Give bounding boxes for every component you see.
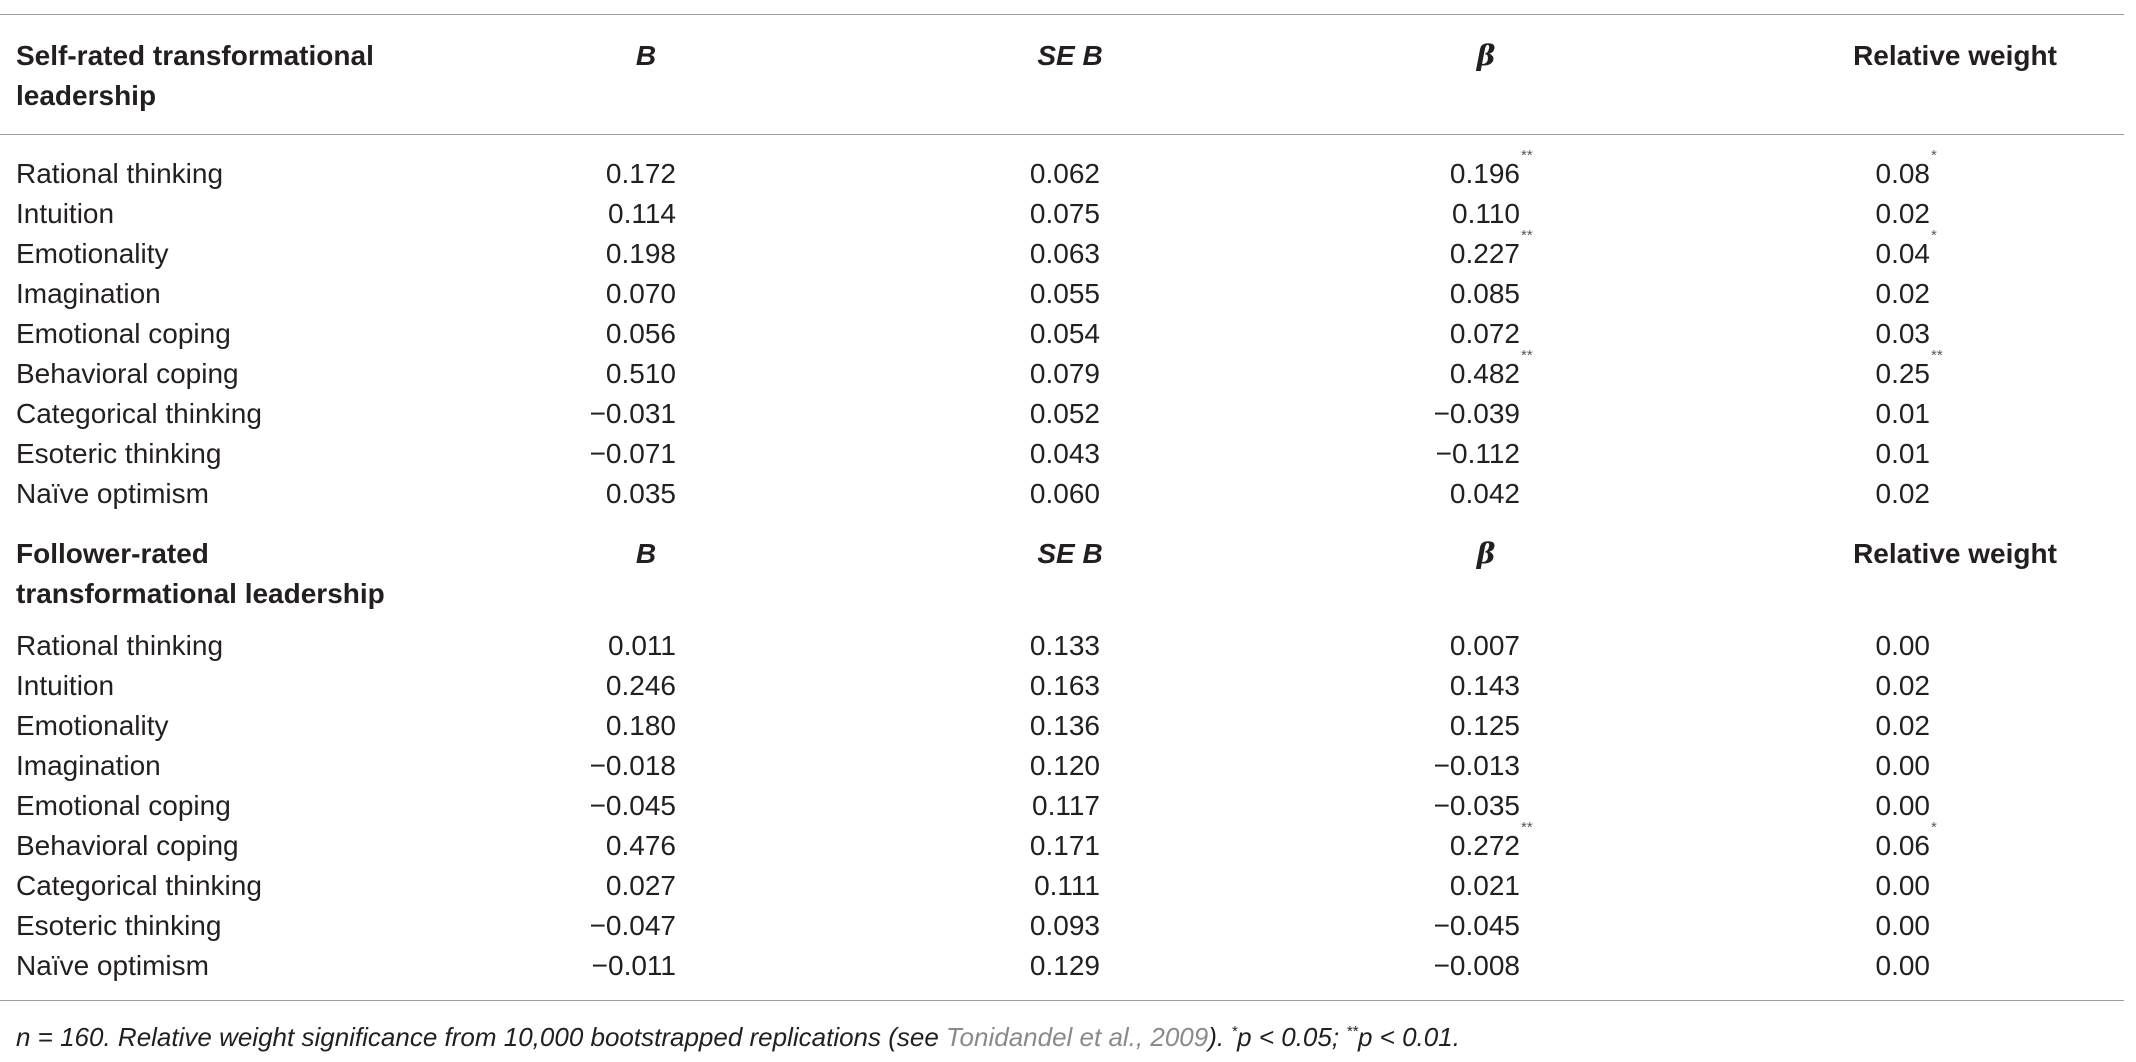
cell-relative-weight (1630, 274, 1930, 314)
cell-relative-weight-value (1876, 786, 1931, 826)
cell-b-text: 0.027 (605, 870, 676, 901)
table-row (0, 474, 2124, 514)
cell-se-b-value (1030, 474, 1100, 514)
cell-beta (1220, 706, 1520, 746)
cell-beta (1220, 626, 1520, 666)
cell-b-text: 0.056 (605, 318, 676, 349)
cell-beta (1220, 819, 1533, 866)
cell-b (376, 354, 676, 394)
cell-beta-value (1434, 946, 1520, 986)
cell-b-text: 0.035 (605, 478, 676, 509)
significance-mark: ** (1521, 819, 1533, 836)
cell-se-b-text: 0.060 (1029, 478, 1100, 509)
cell-b-value (606, 314, 676, 354)
cell-beta (1220, 474, 1520, 514)
cell-b-text: −0.011 (591, 950, 676, 981)
cell-beta-value (1449, 227, 1533, 274)
cell-se-b-value (1030, 946, 1100, 986)
table-row (0, 866, 2124, 906)
table-row (0, 227, 2124, 274)
cell-relative-weight-value (1876, 194, 1931, 234)
cell-b-value (590, 906, 676, 946)
cell-relative-weight (1630, 786, 1930, 826)
cell-beta-text: 0.482 (1449, 358, 1520, 389)
cell-relative-weight-text: 0.25 (1875, 358, 1930, 389)
cell-se-b (800, 314, 1100, 354)
table-row (0, 786, 2124, 826)
table-row (0, 274, 2124, 314)
cell-relative-weight-value (1876, 666, 1931, 706)
cell-beta (1220, 314, 1520, 354)
row-label: Behavioral coping (16, 830, 239, 861)
cell-se-b (800, 354, 1100, 394)
cell-relative-weight-text: 0.00 (1875, 870, 1930, 901)
cell-b (376, 154, 676, 194)
cell-b-value (608, 626, 676, 666)
significance-mark: * (1931, 819, 1937, 836)
cell-se-b-value (1030, 154, 1100, 194)
cell-b-value (592, 946, 676, 986)
cell-relative-weight-text: 0.04 (1875, 238, 1930, 269)
cell-b (376, 826, 676, 866)
cell-se-b-text: 0.052 (1029, 398, 1100, 429)
cell-beta-text: −0.045 (1433, 910, 1520, 941)
column-header-se-b: SE B (1037, 40, 1103, 71)
cell-se-b-value (1030, 706, 1100, 746)
cell-se-b-value (1030, 434, 1100, 474)
cell-relative-weight-text: 0.00 (1875, 950, 1930, 981)
cell-b (376, 234, 676, 274)
cell-beta-value (1452, 194, 1520, 234)
footnote-sig2-text: p < 0.01. (1358, 1022, 1460, 1052)
row-label: Imagination (16, 278, 161, 309)
cell-beta-value (1450, 314, 1520, 354)
cell-beta-text: 0.072 (1449, 318, 1520, 349)
row-label: Categorical thinking (16, 870, 262, 901)
cell-se-b-value (1030, 354, 1100, 394)
cell-b-value (606, 666, 676, 706)
cell-se-b-value (1030, 314, 1100, 354)
cell-b-text: 0.198 (605, 238, 676, 269)
cell-b-text: −0.031 (589, 398, 676, 429)
cell-se-b (800, 234, 1100, 274)
cell-beta-value (1434, 786, 1520, 826)
cell-beta-text: −0.039 (1433, 398, 1520, 429)
cell-relative-weight (1630, 946, 1930, 986)
cell-beta-text: 0.042 (1449, 478, 1520, 509)
cell-se-b-text: 0.075 (1029, 198, 1100, 229)
cell-se-b-value (1030, 274, 1100, 314)
cell-relative-weight-value (1875, 347, 1943, 394)
row-label: Behavioral coping (16, 358, 239, 389)
column-header-relative-weight: Relative weight (1853, 40, 2057, 71)
cell-b-text: 0.180 (605, 710, 676, 741)
significance-mark: ** (1521, 347, 1533, 364)
column-header-b: B (635, 40, 657, 71)
cell-se-b-value (1030, 394, 1100, 434)
cell-b-text: 0.011 (608, 630, 676, 661)
significance-mark: ** (1931, 347, 1943, 364)
cell-relative-weight-value (1876, 314, 1931, 354)
cell-b-text: 0.476 (605, 830, 676, 861)
table-row (0, 946, 2124, 986)
cell-se-b (800, 626, 1100, 666)
significance-mark: * (1931, 227, 1937, 244)
cell-b (376, 434, 676, 474)
cell-se-b-text: 0.163 (1029, 670, 1100, 701)
cell-se-b-value (1030, 826, 1100, 866)
cell-relative-weight-text: 0.02 (1875, 710, 1930, 741)
row-label: Emotionality (16, 710, 169, 741)
significance-mark: ** (1521, 227, 1533, 244)
cell-beta-value (1436, 434, 1520, 474)
cell-b-value (590, 746, 676, 786)
cell-se-b (800, 666, 1100, 706)
table-row (0, 706, 2124, 746)
cell-relative-weight-text: 0.00 (1875, 790, 1930, 821)
column-header-relative-weight: Relative weight (1853, 538, 2057, 569)
cell-se-b (800, 394, 1100, 434)
cell-relative-weight-value (1876, 394, 1931, 434)
cell-se-b-value (1030, 746, 1100, 786)
cell-b (376, 786, 676, 826)
cell-se-b-value (1030, 234, 1100, 274)
cell-beta (1220, 786, 1520, 826)
cell-relative-weight-text: 0.02 (1875, 478, 1930, 509)
cell-beta-value (1449, 347, 1533, 394)
cell-b-value (606, 826, 676, 866)
cell-b-text: 0.070 (605, 278, 676, 309)
cell-b-text: −0.047 (589, 910, 676, 941)
cell-beta-value (1450, 666, 1520, 706)
row-label: Emotional coping (16, 790, 231, 821)
cell-se-b (800, 906, 1100, 946)
cell-b-value (590, 786, 676, 826)
column-header-b: B (635, 538, 657, 569)
cell-b-value (608, 194, 676, 234)
cell-beta-value (1450, 274, 1520, 314)
cell-relative-weight-value (1876, 946, 1931, 986)
cell-relative-weight (1630, 147, 1937, 194)
row-label: Imagination (16, 750, 161, 781)
cell-relative-weight-text: 0.08 (1875, 158, 1930, 189)
table-row (0, 819, 2124, 866)
cell-b (376, 394, 676, 434)
cell-b-value (606, 866, 676, 906)
cell-se-b-value (1030, 906, 1100, 946)
cell-beta-value (1450, 626, 1520, 666)
cell-relative-weight-text: 0.06 (1875, 830, 1930, 861)
cell-se-b (800, 786, 1100, 826)
column-header-beta: β (1476, 39, 1496, 72)
cell-relative-weight-text: 0.00 (1875, 630, 1930, 661)
cell-beta-text: 0.227 (1449, 238, 1520, 269)
cell-se-b-text: 0.079 (1029, 358, 1100, 389)
cell-beta (1220, 946, 1520, 986)
cell-se-b-text: 0.171 (1029, 830, 1100, 861)
cell-se-b-text: 0.129 (1029, 950, 1100, 981)
cell-b (376, 314, 676, 354)
significance-mark: ** (1521, 147, 1533, 164)
cell-b-value (606, 154, 676, 194)
cell-relative-weight (1630, 227, 1937, 274)
footnote-after-citation: ). (1208, 1022, 1232, 1052)
cell-b-value (606, 274, 676, 314)
cell-se-b-text: 0.063 (1029, 238, 1100, 269)
cell-b-text: −0.071 (589, 438, 676, 469)
cell-relative-weight-text: 0.01 (1875, 398, 1930, 429)
cell-se-b-text: 0.133 (1029, 630, 1100, 661)
cell-b-value (606, 474, 676, 514)
cell-b (376, 746, 676, 786)
top-rule (0, 14, 2124, 15)
cell-relative-weight (1630, 746, 1930, 786)
table-row (0, 666, 2124, 706)
cell-beta (1220, 274, 1520, 314)
cell-se-b-text: 0.055 (1029, 278, 1100, 309)
cell-se-b-text: 0.043 (1029, 438, 1100, 469)
cell-b (376, 666, 676, 706)
cell-b-value (590, 434, 676, 474)
cell-se-b-text: 0.093 (1029, 910, 1100, 941)
cell-relative-weight (1630, 314, 1930, 354)
cell-relative-weight-value (1876, 866, 1931, 906)
header-rule (0, 134, 2124, 135)
cell-beta-text: 0.196 (1449, 158, 1520, 189)
cell-se-b (800, 434, 1100, 474)
cell-beta-text: 0.021 (1449, 870, 1520, 901)
footnote-sig1-mark: * (1231, 1023, 1238, 1040)
cell-b-text: 0.172 (605, 158, 676, 189)
cell-b-value (590, 394, 676, 434)
cell-beta (1220, 227, 1533, 274)
footnote-sig1-text: p < 0.05; (1237, 1022, 1347, 1052)
row-label: Categorical thinking (16, 398, 262, 429)
table-row (0, 434, 2124, 474)
table-row (0, 746, 2124, 786)
cell-b (376, 906, 676, 946)
cell-relative-weight-text: 0.00 (1875, 750, 1930, 781)
cell-relative-weight-value (1876, 906, 1931, 946)
cell-beta (1220, 147, 1533, 194)
cell-relative-weight-value (1876, 434, 1931, 474)
table-row (0, 347, 2124, 394)
column-header-beta: β (1476, 537, 1496, 570)
row-label: Esoteric thinking (16, 910, 222, 941)
cell-beta (1220, 434, 1520, 474)
cell-se-b (800, 194, 1100, 234)
row-label: Naïve optimism (16, 950, 209, 981)
cell-beta-text: 0.085 (1449, 278, 1520, 309)
cell-beta (1220, 194, 1520, 234)
cell-se-b-value (1032, 786, 1100, 826)
row-label: Naïve optimism (16, 478, 209, 509)
cell-beta-value (1449, 819, 1533, 866)
cell-b (376, 194, 676, 234)
cell-relative-weight-value (1876, 746, 1931, 786)
cell-se-b (800, 866, 1100, 906)
cell-relative-weight-value (1876, 626, 1931, 666)
cell-se-b (800, 154, 1100, 194)
cell-relative-weight (1630, 194, 1930, 234)
row-label: Intuition (16, 198, 115, 229)
cell-beta (1220, 347, 1533, 394)
cell-se-b (800, 946, 1100, 986)
cell-relative-weight-value (1876, 274, 1931, 314)
cell-relative-weight (1630, 906, 1930, 946)
cell-se-b-value (1030, 626, 1100, 666)
cell-beta-text: −0.008 (1433, 950, 1520, 981)
footnote-citation-link[interactable]: Tonidandel et al., 2009 (946, 1022, 1209, 1052)
table-row (0, 626, 2124, 666)
footnote-sig2-mark: ** (1346, 1023, 1358, 1040)
cell-beta-value (1450, 706, 1520, 746)
cell-b (376, 866, 676, 906)
cell-relative-weight (1630, 474, 1930, 514)
cell-beta (1220, 746, 1520, 786)
cell-relative-weight (1630, 666, 1930, 706)
cell-se-b (800, 706, 1100, 746)
cell-relative-weight-text: 0.02 (1875, 278, 1930, 309)
table-row (0, 906, 2124, 946)
cell-beta-text: 0.143 (1449, 670, 1520, 701)
cell-relative-weight (1630, 819, 1937, 866)
cell-se-b-text: 0.062 (1029, 158, 1100, 189)
footnote-prefix: n = 160. Relative weight significance from 10,000 bootstrapped replications (see (16, 1022, 947, 1052)
cell-se-b (800, 826, 1100, 866)
cell-beta (1220, 866, 1520, 906)
cell-b-value (606, 234, 676, 274)
row-label: Rational thinking (16, 630, 224, 661)
cell-beta-value (1450, 866, 1520, 906)
cell-beta (1220, 666, 1520, 706)
cell-se-b-text: 0.054 (1029, 318, 1100, 349)
bottom-rule (0, 1000, 2124, 1001)
cell-relative-weight-value (1876, 474, 1931, 514)
cell-beta-text: −0.035 (1433, 790, 1520, 821)
significance-mark: * (1931, 147, 1937, 164)
row-label: Intuition (16, 670, 115, 701)
cell-relative-weight-text: 0.00 (1875, 910, 1930, 941)
cell-b (376, 626, 676, 666)
cell-b-text: −0.018 (589, 750, 676, 781)
cell-relative-weight (1630, 626, 1930, 666)
column-header-se-b: SE B (1037, 538, 1103, 569)
cell-se-b-value (1030, 666, 1100, 706)
cell-beta-text: −0.013 (1433, 750, 1520, 781)
cell-se-b-value (1030, 194, 1100, 234)
table-row (0, 147, 2124, 194)
cell-b (376, 474, 676, 514)
cell-relative-weight-text: 0.02 (1875, 198, 1930, 229)
cell-relative-weight-value (1876, 706, 1931, 746)
cell-se-b (800, 746, 1100, 786)
cell-se-b-text: 0.117 (1032, 790, 1100, 821)
cell-relative-weight (1630, 434, 1930, 474)
cell-beta-value (1434, 394, 1520, 434)
cell-se-b (800, 274, 1100, 314)
cell-relative-weight-text: 0.03 (1875, 318, 1930, 349)
row-label: Rational thinking (16, 158, 224, 189)
section-title: Follower-rated transformational leadership (16, 538, 385, 609)
cell-b (376, 274, 676, 314)
cell-relative-weight-value (1875, 819, 1937, 866)
cell-b (376, 946, 676, 986)
cell-se-b-text: 0.111 (1034, 870, 1100, 901)
row-label: Emotional coping (16, 318, 231, 349)
cell-relative-weight-value (1875, 147, 1937, 194)
cell-beta-value (1449, 147, 1533, 194)
table-row (0, 314, 2124, 354)
cell-relative-weight (1630, 394, 1930, 434)
row-label: Emotionality (16, 238, 169, 269)
cell-beta-text: 0.110 (1452, 198, 1520, 229)
cell-se-b-text: 0.136 (1029, 710, 1100, 741)
cell-beta (1220, 906, 1520, 946)
cell-beta-value (1434, 746, 1520, 786)
cell-se-b-text: 0.120 (1029, 750, 1100, 781)
table-row (0, 194, 2124, 234)
table-footnote (16, 1012, 1460, 1057)
cell-b-value (606, 354, 676, 394)
cell-relative-weight-value (1875, 227, 1937, 274)
cell-relative-weight (1630, 866, 1930, 906)
cell-b-text: 0.114 (608, 198, 676, 229)
cell-beta-text: 0.007 (1449, 630, 1520, 661)
cell-relative-weight-text: 0.01 (1875, 438, 1930, 469)
cell-se-b (800, 474, 1100, 514)
cell-se-b-value (1034, 866, 1100, 906)
cell-b-text: −0.045 (589, 790, 676, 821)
cell-b-text: 0.246 (605, 670, 676, 701)
cell-relative-weight (1630, 347, 1943, 394)
cell-beta (1220, 394, 1520, 434)
cell-b-text: 0.510 (605, 358, 676, 389)
cell-beta-value (1434, 906, 1520, 946)
cell-beta-text: 0.272 (1449, 830, 1520, 861)
cell-b (376, 706, 676, 746)
cell-relative-weight-text: 0.02 (1875, 670, 1930, 701)
cell-beta-text: −0.112 (1435, 438, 1520, 469)
cell-beta-text: 0.125 (1449, 710, 1520, 741)
cell-b-value (606, 706, 676, 746)
cell-beta-value (1450, 474, 1520, 514)
row-label: Esoteric thinking (16, 438, 222, 469)
table-row (0, 394, 2124, 434)
cell-relative-weight (1630, 706, 1930, 746)
section-title: Self-rated transformational leadership (16, 40, 374, 111)
